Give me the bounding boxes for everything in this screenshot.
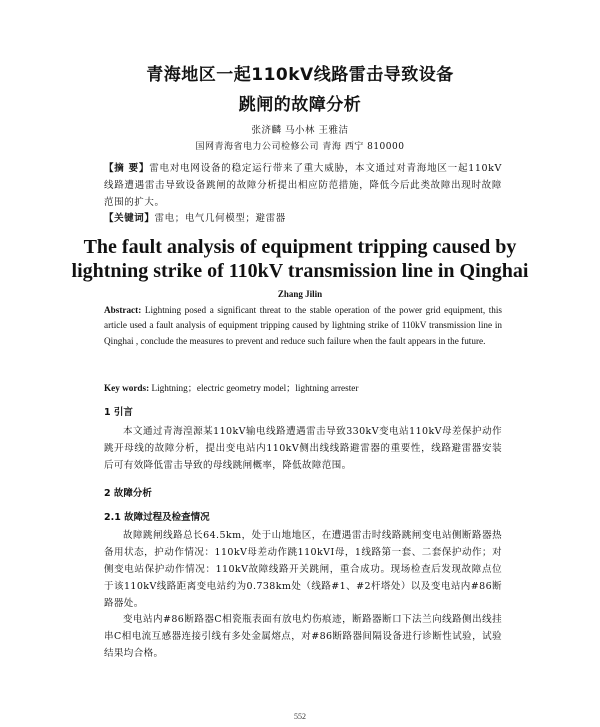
section-2-1-heading: 2.1 故障过程及检查情况 <box>104 512 210 523</box>
keywords-cn <box>104 210 502 224</box>
page-number: 552 <box>294 712 306 721</box>
title-cn-line2: 跳闸的故障分析 <box>238 95 362 115</box>
abstract-en <box>104 303 502 349</box>
section-2-heading: 2 故障分析 <box>104 488 152 499</box>
title-en-line1: The fault analysis of equipment tripping caused by <box>83 236 517 258</box>
keywords-en-label: Key words: <box>104 383 150 393</box>
author-en: Zhang Jilin <box>277 289 323 299</box>
keywords-en-text: Lightning；electric geometry model；lightning arrester <box>151 383 359 393</box>
affiliation-cn: 国网青海省电力公司检修公司 青海 西宁 810000 <box>195 142 405 152</box>
section-2-1-paragraph-1: 故障跳闸线路总长64.5km，处于山地地区，在遭遇雷击时线路跳闸变电站侧断路器热备用状态，护动作情况：110kV母差动作跳110kVⅠ母，1线路第一套、二套保护动作；对侧变电站保护动作情况：110kV故障线路开关跳闸，重合成功。现场检查后发现故障点位于该110kV线路距离变电站约为0.738km处（线路#1、#2杆塔处）以及变电站内#86断路器处。 <box>104 530 502 609</box>
title-en-line2: lightning strike of 110kV transmission line in Qinghai <box>71 260 529 282</box>
keywords-cn-text: 雷电；电气几何模型；避雷器 <box>154 213 286 224</box>
abstract-cn <box>104 160 502 211</box>
abstract-cn-label: 【摘 要】 <box>104 163 150 174</box>
section-1-paragraph: 本文通过青海湟源某110kV输电线路遭遇雷击导致330kV变电站110kV母差保护动作跳开母线的故障分析，提出变电站内110kV侧出线线路避雷器的重要性，线路避雷器安装后可有效降低雷击导致的母线跳闸概率，降低故障范围。 <box>104 426 502 471</box>
authors-cn: 张济麟 马小林 王雅洁 <box>251 125 349 136</box>
abstract-en-label: Abstract: <box>104 305 142 315</box>
keywords-en <box>104 380 502 394</box>
abstract-en-text: Lightning posed a significant threat to the stable operation of the power grid equipment, this article used a fault analysis of equipment tripping caused by lightning strike of 110kV transmission line in Qinghai , conclude the measures to prevent and reduce such failure when the fault appears in the future. <box>104 305 503 346</box>
section-2-1-paragraph-2: 变电站内#86断路器C相瓷瓶表面有放电灼伤痕迹，断路器断口下法兰向线路侧出线挂串C相电流互感器连接引线有多处金属熔点，对#86断路器间隔设备进行诊断性试验，试验结果均合格。 <box>104 614 502 659</box>
title-cn-line1: 青海地区一起110kV线路雷击导致设备 <box>146 65 454 85</box>
abstract-cn-text: 雷电对电网设备的稳定运行带来了重大威胁，本文通过对青海地区一起110kV线路遭遇雷击导致设备跳闸的故障分析提出相应防范措施，降低今后此类故障出现时故障范围的扩大。 <box>104 163 502 208</box>
keywords-cn-label: 【关键词】 <box>104 213 155 224</box>
section-1-heading: 1 引言 <box>104 407 133 418</box>
